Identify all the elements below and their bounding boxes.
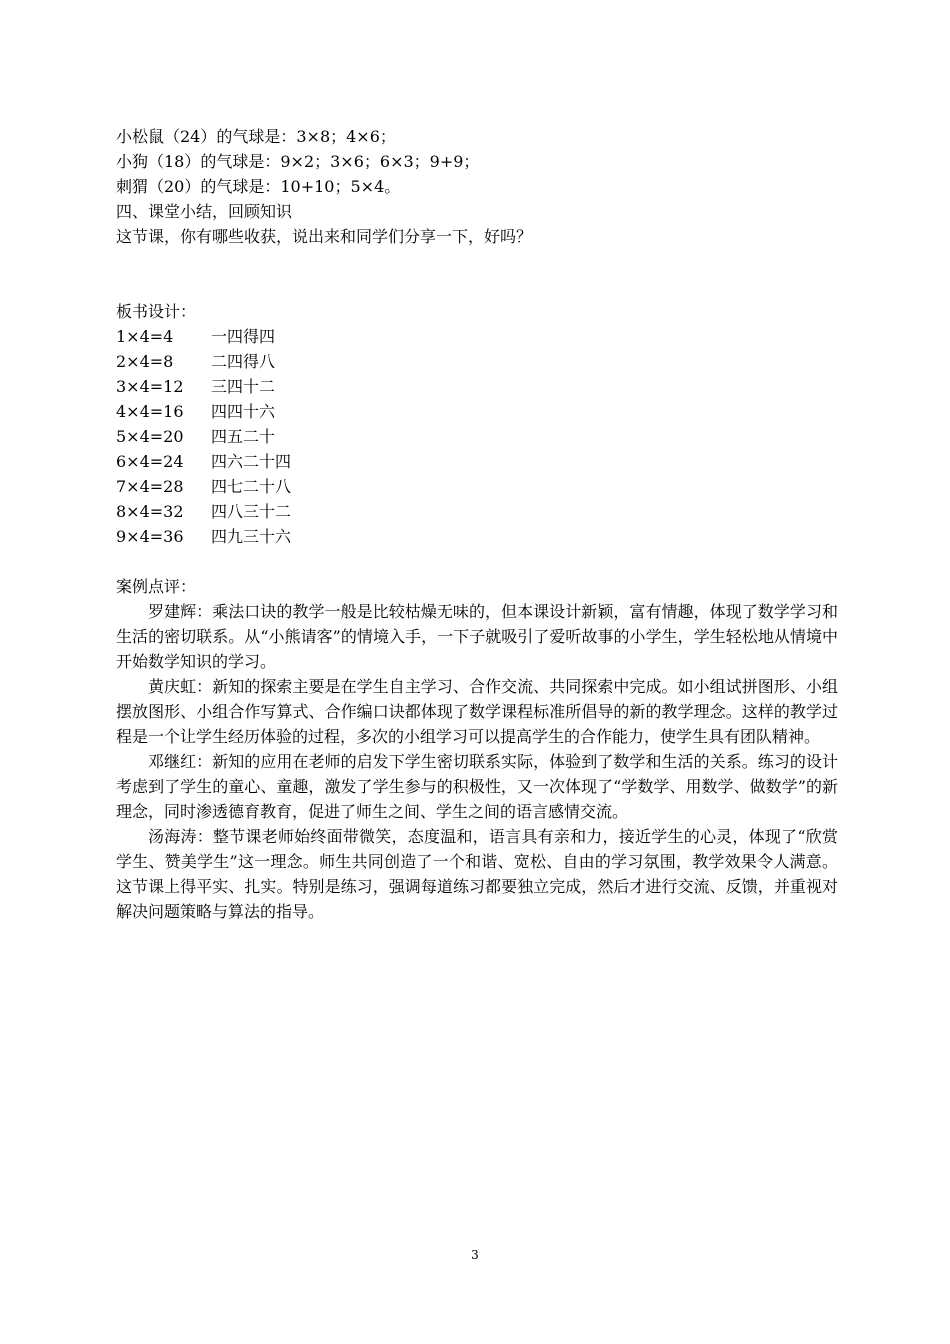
table-row bbox=[116, 399, 838, 424]
table-row bbox=[116, 449, 838, 474]
rhyme: 四七二十八 bbox=[211, 477, 292, 496]
equation: 2×4=8 bbox=[116, 352, 174, 371]
page-number: 3 bbox=[471, 1248, 479, 1262]
review-paragraph: 罗建辉：乘法口诀的教学一般是比较枯燥无味的，但本课设计新颖，富有情趣，体现了数学学习和生活的密切联系。从“小熊请客”的情境入手，一下子就吸引了爱听故事的小学生，学生轻松地从情境中开始数学知识的学习。 bbox=[116, 602, 838, 671]
table-row bbox=[116, 374, 838, 399]
blank-space bbox=[116, 549, 838, 574]
table-row bbox=[116, 324, 838, 349]
table-row bbox=[116, 474, 838, 499]
rhyme: 二四得八 bbox=[211, 352, 276, 371]
case-review-title: 案例点评： bbox=[116, 577, 197, 596]
review-paragraph: 黄庆虹：新知的探索主要是在学生自主学习、合作交流、共同探索中完成。如小组试拼图形、小组摆放图形、小组合作写算式、合作编口诀都体现了数学课程标准所倡导的新的教学理念。这样的教学过程是一个让学生经历体验的过程，多次的小组学习可以提高学生的合作能力，使学生具有团队精神。 bbox=[116, 677, 838, 746]
equation: 1×4=4 bbox=[116, 327, 174, 346]
text-line-hedgehog: 刺猬（20）的气球是：10+10；5×4。 bbox=[116, 177, 401, 196]
equation: 8×4=32 bbox=[116, 502, 184, 521]
text-line-dog: 小狗（18）的气球是：9×2；3×6；6×3；9+9； bbox=[116, 152, 480, 171]
rhyme: 四五二十 bbox=[211, 427, 276, 446]
equation: 3×4=12 bbox=[116, 377, 184, 396]
blank-space bbox=[116, 249, 838, 299]
board-design-title: 板书设计： bbox=[116, 302, 197, 321]
table-row bbox=[116, 524, 838, 549]
equation: 6×4=24 bbox=[116, 452, 184, 471]
review-paragraph: 邓继红：新知的应用在老师的启发下学生密切联系实际，体验到了数学和生活的关系。练习的设计考虑到了学生的童心、童趣，激发了学生参与的积极性，又一次体现了“学数学、用数学、做数学”的新理念，同时渗透德育教育，促进了师生之间、学生之间的语言感情交流。 bbox=[116, 752, 838, 821]
text-line-question: 这节课，你有哪些收获，说出来和同学们分享一下，好吗？ bbox=[116, 227, 533, 246]
equation: 9×4=36 bbox=[116, 527, 184, 546]
equation: 4×4=16 bbox=[116, 402, 184, 421]
rhyme: 四八三十二 bbox=[211, 502, 292, 521]
equation: 7×4=28 bbox=[116, 477, 184, 496]
rhyme: 四九三十六 bbox=[211, 527, 292, 546]
text-line-squirrel: 小松鼠（24）的气球是：3×8；4×6； bbox=[116, 127, 396, 146]
rhyme: 四六二十四 bbox=[211, 452, 292, 471]
table-row bbox=[116, 499, 838, 524]
section-heading-summary: 四、课堂小结，回顾知识 bbox=[116, 202, 293, 221]
document-body bbox=[116, 124, 838, 924]
review-paragraph: 汤海涛：整节课老师始终面带微笑，态度温和，语言具有亲和力，接近学生的心灵，体现了“欣赏学生、赞美学生”这一理念。师生共同创造了一个和谐、宽松、自由的学习氛围，教学效果令人满意。这节课上得平实、扎实。特别是练习，强调每道练习都要独立完成，然后才进行交流、反馈，并重视对解决问题策略与算法的指导。 bbox=[116, 827, 838, 921]
table-row bbox=[116, 349, 838, 374]
table-row bbox=[116, 424, 838, 449]
equation: 5×4=20 bbox=[116, 427, 184, 446]
rhyme: 三四十二 bbox=[211, 377, 276, 396]
rhyme: 一四得四 bbox=[211, 327, 276, 346]
board-table bbox=[116, 324, 838, 549]
rhyme: 四四十六 bbox=[211, 402, 276, 421]
